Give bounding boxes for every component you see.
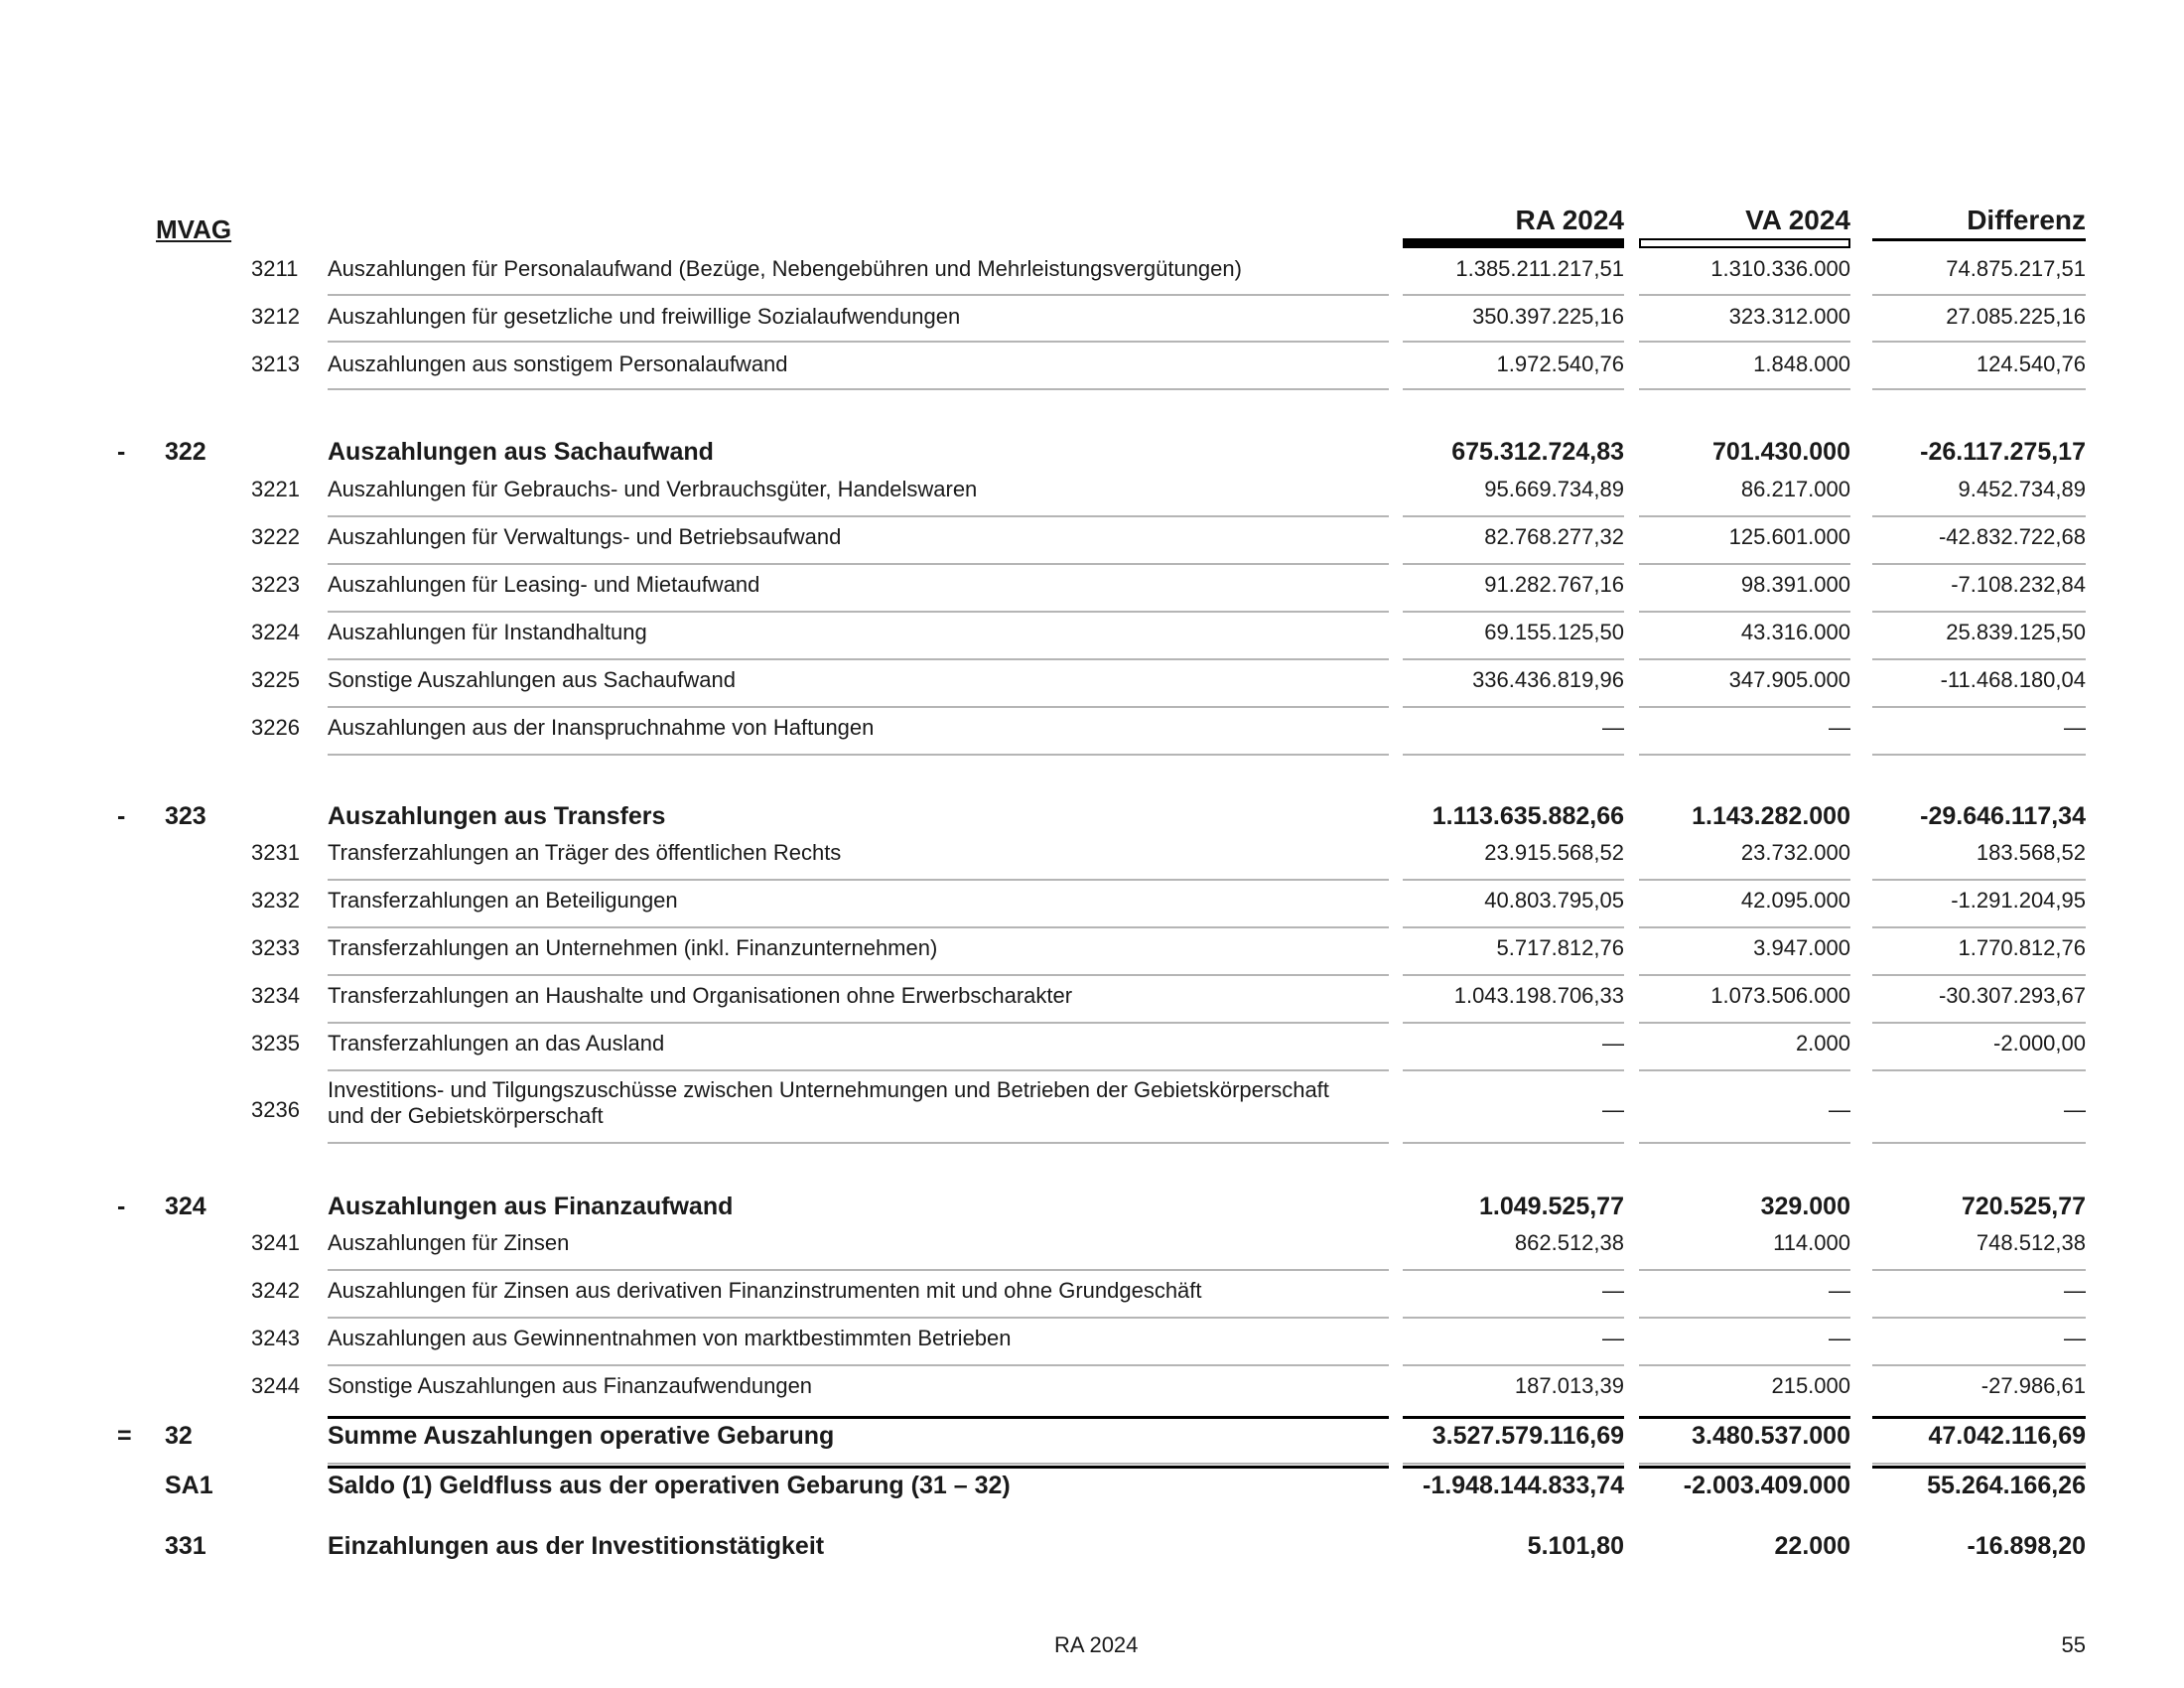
row-divider: [328, 658, 1389, 660]
row-divider: [1639, 611, 1850, 613]
value-differenz: -26.117.275,17: [1920, 438, 2086, 466]
row-description: Auszahlungen für Instandhaltung: [328, 620, 647, 644]
row-divider: [328, 1364, 1389, 1366]
value-differenz: -2.000,00: [1993, 1031, 2086, 1055]
account-code: 3221: [251, 477, 300, 501]
header-bar-va: [1639, 238, 1850, 248]
row-description: Auszahlungen aus Gewinnentnahmen von marktbestimmten Betrieben: [328, 1326, 1012, 1350]
value-ra-2024: -1.948.144.833,74: [1423, 1472, 1624, 1499]
value-va-2024: 329.000: [1760, 1193, 1850, 1220]
row-description: Auszahlungen für Leasing- und Mietaufwand: [328, 572, 760, 597]
row-divider: [1872, 515, 2086, 517]
total-divider: [1639, 1416, 1850, 1419]
row-sign: -: [117, 1193, 126, 1220]
account-code: 3242: [251, 1278, 300, 1303]
value-va-2024: 701.430.000: [1711, 438, 1850, 466]
row-divider: [1639, 879, 1850, 881]
row-divider: [1403, 515, 1624, 517]
row-description: Transferzahlungen an Haushalte und Organisationen ohne Erwerbscharakter: [328, 983, 1073, 1008]
row-divider: [1872, 879, 2086, 881]
account-code: 3244: [251, 1373, 300, 1398]
row-divider: [1403, 926, 1624, 928]
row-sign: =: [117, 1422, 132, 1450]
footer-title: RA 2024: [1054, 1632, 1139, 1657]
row-description: Transferzahlungen an das Ausland: [328, 1031, 665, 1055]
value-differenz: —: [2064, 1097, 2086, 1122]
row-divider: [1403, 388, 1624, 390]
row-divider: [1639, 1069, 1850, 1071]
value-differenz: -30.307.293,67: [1938, 983, 2086, 1008]
row-divider: [1639, 1269, 1850, 1271]
row-description: Auszahlungen für Gebrauchs- und Verbrauchsgüter, Handelswaren: [328, 477, 978, 501]
value-va-2024: 215.000: [1771, 1373, 1850, 1398]
row-description: Auszahlungen für Personalaufwand (Bezüge, Nebengebühren und Mehrleistungsvergütungen): [328, 256, 1242, 281]
row-divider: [1872, 1022, 2086, 1024]
row-divider: [1403, 706, 1624, 708]
value-va-2024: —: [1829, 1326, 1850, 1350]
row-description: Investitions- und Tilgungszuschüsse zwischen Unternehmungen und Betrieben der Gebietskörperschaft: [328, 1077, 1329, 1102]
value-va-2024: 1.073.506.000: [1710, 983, 1850, 1008]
value-differenz: 27.085.225,16: [1946, 304, 2086, 329]
row-divider: [1872, 1463, 2086, 1465]
row-description: Auszahlungen aus Finanzaufwand: [328, 1193, 734, 1220]
row-description: Einzahlungen aus der Investitionstätigkeit: [328, 1532, 825, 1560]
value-va-2024: 86.217.000: [1740, 477, 1850, 501]
value-va-2024: 3.947.000: [1753, 935, 1850, 960]
value-va-2024: 98.391.000: [1740, 572, 1850, 597]
account-code: 3235: [251, 1031, 300, 1055]
row-divider: [1872, 754, 2086, 756]
row-divider: [1639, 1364, 1850, 1366]
account-code: 3212: [251, 304, 300, 329]
value-differenz: -11.468.180,04: [1940, 667, 2086, 692]
row-divider: [1639, 1317, 1850, 1319]
row-sign: -: [117, 802, 126, 830]
total-divider: [1639, 1466, 1850, 1469]
value-differenz: —: [2064, 715, 2086, 740]
value-ra-2024: 1.113.635.882,66: [1432, 802, 1624, 830]
value-differenz: -16.898,20: [1967, 1532, 2086, 1560]
row-divider: [1872, 1269, 2086, 1271]
row-divider: [1403, 1269, 1624, 1271]
account-code: 3213: [251, 352, 300, 376]
value-va-2024: -2.003.409.000: [1683, 1472, 1850, 1499]
row-divider: [1872, 926, 2086, 928]
row-divider: [328, 1022, 1389, 1024]
row-divider: [1403, 1463, 1624, 1465]
row-divider: [328, 1069, 1389, 1071]
row-divider: [328, 754, 1389, 756]
value-differenz: —: [2064, 1326, 2086, 1350]
row-sign: -: [117, 438, 126, 466]
row-divider: [1403, 1317, 1624, 1319]
row-divider: [1872, 1364, 2086, 1366]
value-va-2024: 1.143.282.000: [1692, 802, 1850, 830]
row-divider: [328, 563, 1389, 565]
value-va-2024: —: [1829, 1278, 1850, 1303]
row-description: Transferzahlungen an Beteiligungen: [328, 888, 678, 913]
group-code: 323: [165, 802, 206, 830]
row-description: Transferzahlungen an Träger des öffentlichen Rechts: [328, 840, 842, 865]
header-bar-diff: [1872, 238, 2086, 241]
value-differenz: 720.525,77: [1961, 1193, 2086, 1220]
row-divider: [328, 1269, 1389, 1271]
value-ra-2024: 187.013,39: [1514, 1373, 1624, 1398]
row-divider: [328, 1463, 1389, 1465]
row-divider: [1639, 1142, 1850, 1144]
col-header-ra: RA 2024: [1515, 205, 1624, 235]
total-divider: [1403, 1466, 1624, 1469]
value-ra-2024: 336.436.819,96: [1472, 667, 1624, 692]
col-header-diff: Differenz: [1967, 205, 2086, 235]
value-va-2024: —: [1829, 1097, 1850, 1122]
group-code: 324: [165, 1193, 206, 1220]
row-divider: [1639, 658, 1850, 660]
row-description: Auszahlungen für Zinsen aus derivativen Finanzinstrumenten mit und ohne Grundgeschäft: [328, 1278, 1202, 1303]
row-divider: [1872, 341, 2086, 343]
value-ra-2024: 5.101,80: [1527, 1532, 1624, 1560]
value-ra-2024: 40.803.795,05: [1484, 888, 1624, 913]
row-divider: [1403, 1142, 1624, 1144]
value-ra-2024: 3.527.579.116,69: [1432, 1422, 1624, 1450]
value-va-2024: 125.601.000: [1728, 524, 1850, 549]
value-ra-2024: —: [1602, 1326, 1624, 1350]
account-code: 3234: [251, 983, 300, 1008]
row-divider: [1403, 974, 1624, 976]
account-code: 3211: [251, 256, 299, 281]
row-divider: [1872, 1069, 2086, 1071]
value-va-2024: 3.480.537.000: [1692, 1422, 1850, 1450]
row-divider: [1639, 515, 1850, 517]
value-ra-2024: 1.972.540,76: [1496, 352, 1624, 376]
value-ra-2024: 1.385.211.217,51: [1455, 256, 1624, 281]
row-divider: [1403, 754, 1624, 756]
header-bar-ra: [1403, 238, 1624, 248]
row-description: Saldo (1) Geldfluss aus der operativen Gebarung (31 – 32): [328, 1472, 1011, 1499]
row-divider: [1872, 611, 2086, 613]
row-divider: [1403, 341, 1624, 343]
row-divider: [1872, 974, 2086, 976]
group-code: 322: [165, 438, 206, 466]
account-code: 3233: [251, 935, 300, 960]
row-divider: [1639, 926, 1850, 928]
value-ra-2024: 675.312.724,83: [1451, 438, 1624, 466]
value-differenz: -42.832.722,68: [1938, 524, 2086, 549]
value-ra-2024: 350.397.225,16: [1472, 304, 1624, 329]
account-code: 3236: [251, 1097, 300, 1122]
row-divider: [328, 1142, 1389, 1144]
row-description: Auszahlungen aus Transfers: [328, 802, 666, 830]
row-divider: [1872, 1317, 2086, 1319]
row-divider: [328, 515, 1389, 517]
value-va-2024: 42.095.000: [1740, 888, 1850, 913]
row-divider: [328, 974, 1389, 976]
value-differenz: 9.452.734,89: [1958, 477, 2086, 501]
value-ra-2024: 5.717.812,76: [1496, 935, 1624, 960]
row-divider: [1639, 1022, 1850, 1024]
value-differenz: 47.042.116,69: [1928, 1422, 2086, 1450]
row-description: Summe Auszahlungen operative Gebarung: [328, 1422, 835, 1450]
row-divider: [1639, 388, 1850, 390]
row-divider: [328, 706, 1389, 708]
row-divider: [1403, 1364, 1624, 1366]
value-ra-2024: 91.282.767,16: [1484, 572, 1624, 597]
value-va-2024: 114.000: [1773, 1230, 1850, 1255]
value-va-2024: —: [1829, 715, 1850, 740]
value-va-2024: 323.312.000: [1728, 304, 1850, 329]
value-differenz: -1.291.204,95: [1951, 888, 2086, 913]
value-va-2024: 23.732.000: [1740, 840, 1850, 865]
total-divider: [328, 1466, 1389, 1469]
group-code: SA1: [165, 1472, 213, 1499]
total-divider: [1403, 1416, 1624, 1419]
row-divider: [1639, 563, 1850, 565]
row-divider: [328, 611, 1389, 613]
account-code: 3222: [251, 524, 300, 549]
value-va-2024: 1.848.000: [1753, 352, 1850, 376]
row-description: Auszahlungen für Verwaltungs- und Betriebsaufwand: [328, 524, 842, 549]
row-description: Auszahlungen aus sonstigem Personalaufwand: [328, 352, 788, 376]
row-divider: [1639, 294, 1850, 296]
mvag-header: MVAG: [156, 214, 232, 244]
row-divider: [1403, 563, 1624, 565]
group-code: 32: [165, 1422, 193, 1450]
row-divider: [328, 294, 1389, 296]
row-divider: [328, 926, 1389, 928]
row-divider: [1403, 658, 1624, 660]
row-description: Sonstige Auszahlungen aus Sachaufwand: [328, 667, 736, 692]
row-divider: [1872, 388, 2086, 390]
value-ra-2024: —: [1602, 1278, 1624, 1303]
value-ra-2024: 95.669.734,89: [1484, 477, 1624, 501]
value-va-2024: 22.000: [1774, 1532, 1850, 1560]
account-code: 3225: [251, 667, 300, 692]
value-differenz: 55.264.166,26: [1927, 1472, 2086, 1499]
row-divider: [1403, 1022, 1624, 1024]
value-differenz: -27.986,61: [1980, 1373, 2086, 1398]
value-va-2024: 2.000: [1795, 1031, 1850, 1055]
total-divider: [1872, 1416, 2086, 1419]
value-differenz: 124.540,76: [1976, 352, 2086, 376]
row-divider: [1639, 754, 1850, 756]
value-va-2024: 1.310.336.000: [1710, 256, 1850, 281]
row-divider: [1639, 706, 1850, 708]
row-divider: [328, 341, 1389, 343]
value-ra-2024: 23.915.568,52: [1484, 840, 1624, 865]
total-divider: [1872, 1466, 2086, 1469]
value-differenz: 1.770.812,76: [1958, 935, 2086, 960]
value-ra-2024: 862.512,38: [1514, 1230, 1624, 1255]
row-divider: [1872, 1142, 2086, 1144]
value-ra-2024: —: [1602, 1031, 1624, 1055]
value-differenz: 74.875.217,51: [1946, 256, 2086, 281]
row-description: Transferzahlungen an Unternehmen (inkl. Finanzunternehmen): [328, 935, 938, 960]
value-ra-2024: —: [1602, 1097, 1624, 1122]
account-code: 3223: [251, 572, 300, 597]
row-description: Auszahlungen aus Sachaufwand: [328, 438, 714, 466]
page-number: 55: [2061, 1632, 2086, 1657]
row-divider: [1872, 294, 2086, 296]
value-ra-2024: 1.049.525,77: [1479, 1193, 1624, 1220]
row-divider: [1639, 341, 1850, 343]
row-divider: [328, 1317, 1389, 1319]
group-code: 331: [165, 1532, 206, 1560]
value-va-2024: 347.905.000: [1728, 667, 1850, 692]
row-divider: [1872, 658, 2086, 660]
value-differenz: —: [2064, 1278, 2086, 1303]
row-divider: [1639, 974, 1850, 976]
row-divider: [1403, 611, 1624, 613]
account-code: 3231: [251, 840, 300, 865]
row-divider: [1403, 1069, 1624, 1071]
account-code: 3241: [251, 1230, 300, 1255]
row-divider: [1872, 563, 2086, 565]
value-differenz: -29.646.117,34: [1920, 802, 2086, 830]
row-description-cont: und der Gebietskörperschaft: [328, 1103, 604, 1128]
row-divider: [1403, 294, 1624, 296]
value-ra-2024: —: [1602, 715, 1624, 740]
row-divider: [1872, 706, 2086, 708]
row-description: Auszahlungen für Zinsen: [328, 1230, 570, 1255]
value-differenz: 25.839.125,50: [1946, 620, 2086, 644]
total-divider: [328, 1416, 1389, 1419]
account-code: 3226: [251, 715, 300, 740]
row-description: Sonstige Auszahlungen aus Finanzaufwendungen: [328, 1373, 813, 1398]
col-header-va: VA 2024: [1745, 205, 1850, 235]
value-differenz: 748.512,38: [1976, 1230, 2086, 1255]
row-divider: [1403, 879, 1624, 881]
value-ra-2024: 82.768.277,32: [1484, 524, 1624, 549]
row-divider: [1639, 1463, 1850, 1465]
row-description: Auszahlungen für gesetzliche und freiwillige Sozialaufwendungen: [328, 304, 961, 329]
row-divider: [328, 879, 1389, 881]
account-code: 3232: [251, 888, 300, 913]
value-ra-2024: 69.155.125,50: [1484, 620, 1624, 644]
value-ra-2024: 1.043.198.706,33: [1453, 983, 1624, 1008]
value-differenz: -7.108.232,84: [1951, 572, 2086, 597]
account-code: 3224: [251, 620, 300, 644]
row-divider: [328, 388, 1389, 390]
row-description: Auszahlungen aus der Inanspruchnahme von Haftungen: [328, 715, 875, 740]
account-code: 3243: [251, 1326, 300, 1350]
value-differenz: 183.568,52: [1976, 840, 2086, 865]
value-va-2024: 43.316.000: [1740, 620, 1850, 644]
